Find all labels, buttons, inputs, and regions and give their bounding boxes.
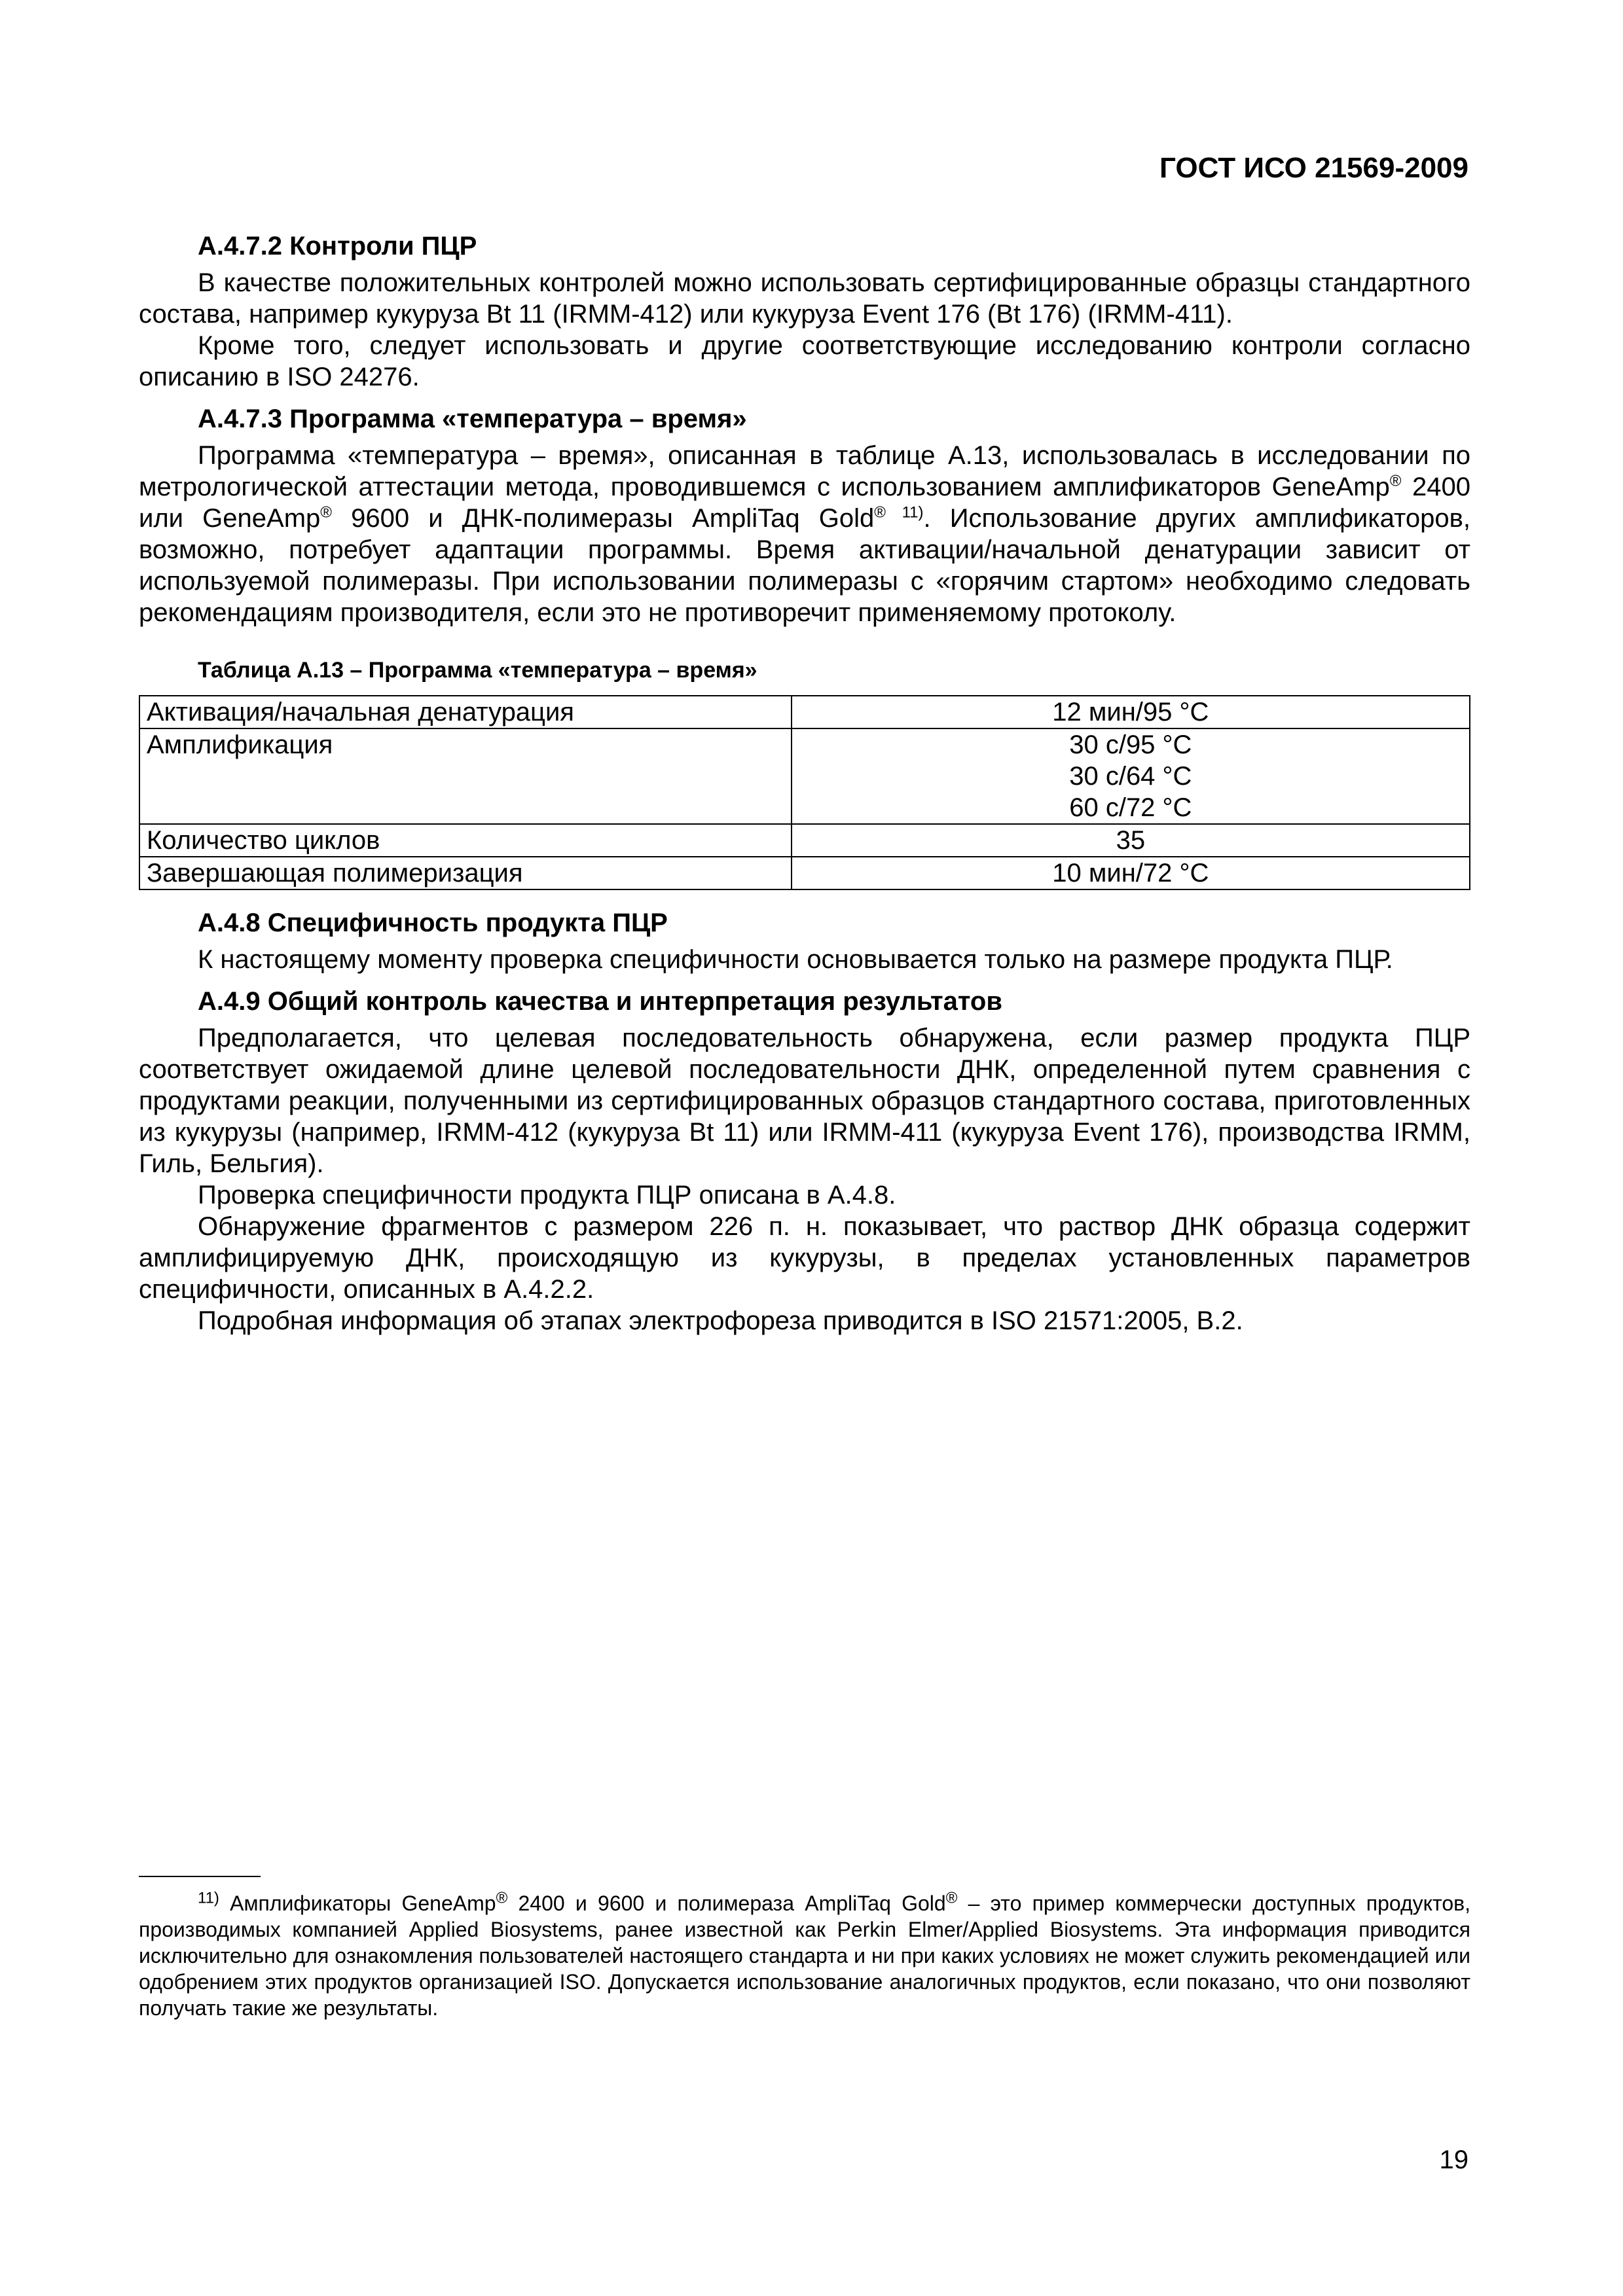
text-run: Программа «температура – время», описанная в таблице А.13, использовалась в исследовании по метрологической аттестации метода, проводившемся с использованием амплификаторов GeneAmp	[139, 441, 1470, 501]
table-cell	[792, 728, 1470, 824]
spacer	[139, 890, 1470, 907]
registered-mark: ®	[320, 503, 332, 522]
paragraph: В качестве положительных контролей можно использовать сертифицированные образцы стандартного состава, например кукуруза Bt 11 (IRMM-412) или кукуруза Event 176 (Bt 176) (IRMM-411).	[139, 268, 1470, 329]
text-run: 2400 и 9600 и полимераза AmpliTaq Gold	[507, 1892, 946, 1915]
text-run: . Использование других амплификаторов, возможно, потребует адаптации программы. Время активации/начальной денатурации зависит от используемой полимеразы. При использовании полимеразы с «горячим стартом» необходимо следовать рекомендациям производителя, если это не противоречит применяемому протоколу.	[139, 504, 1470, 627]
table-row	[139, 824, 1470, 857]
cell-line: 30 с/95 °С	[1069, 730, 1192, 759]
temperature-time-table	[139, 695, 1470, 890]
section-heading: А.4.8 Специфичность продукта ПЦР	[198, 908, 668, 937]
table-cell: Завершающая полимеризация	[139, 857, 792, 889]
document-header: ГОСТ ИСО 21569-2009	[1159, 152, 1468, 184]
table-cell: Активация/начальная денатурация	[139, 696, 792, 728]
text-run: 9600 и ДНК-полимеразы AmpliTaq Gold	[331, 504, 875, 533]
paragraph: Проверка специфичности продукта ПЦР описана в А.4.8.	[198, 1181, 896, 1210]
table-cell: 12 мин/95 °С	[792, 696, 1470, 728]
table-row	[139, 857, 1470, 889]
table-cell: 35	[792, 824, 1470, 857]
paragraph: К настоящему моменту проверка специфичности основывается только на размере продукта ПЦР.	[198, 945, 1393, 974]
text-run: – это пример коммерчески доступных продуктов, производимых компанией Applied Biosystems, ранее известной как Perkin Elmer/Applied Biosystems. Эта информация приводится исключительно для ознакомления пользователей настоящего стандарта и ни при каких условиях не может служить рекомендацией или одобрением этих продуктов организацией ISO. Допускается использование аналогичных продуктов, если показано, что они позволяют получать такие же результаты.	[139, 1892, 1470, 2020]
footnote-separator	[139, 1876, 261, 1877]
text-run: Амплификаторы GeneAmp	[219, 1892, 496, 1915]
footnote	[139, 1890, 1470, 2021]
registered-mark: ®	[874, 503, 886, 522]
paragraph: Кроме того, следует использовать и другие соответствующие исследованию контроли согласно описанию в ISO 24276.	[139, 331, 1470, 391]
section-heading: А.4.9 Общий контроль качества и интерпретация результатов	[198, 987, 1002, 1016]
cell-line: 30 с/64 °С	[1069, 762, 1192, 791]
page-number: 19	[1439, 2145, 1468, 2174]
table-cell: Амплификация	[139, 728, 792, 824]
table-row	[139, 696, 1470, 728]
table-cell: Количество циклов	[139, 824, 792, 857]
table-cell: 10 мин/72 °С	[792, 857, 1470, 889]
paragraph: Обнаружение фрагментов с размером 226 п. н. показывает, что раствор ДНК образца содержит амплифицируемую ДНК, происходящую из кукурузы, в пределах установленных параметров специфичности, описанных в А.4.2.2.	[139, 1212, 1470, 1304]
registered-mark: ®	[1389, 472, 1402, 490]
section-heading: А.4.7.3 Программа «температура – время»	[198, 404, 747, 433]
paragraph: Подробная информация об этапах электрофореза приводится в ISO 21571:2005, В.2.	[198, 1306, 1243, 1335]
registered-mark: ®	[496, 1889, 508, 1907]
footnote-reference[interactable]: 11)	[885, 503, 924, 522]
main-content	[139, 230, 1470, 1336]
paragraph: Предполагается, что целевая последовательность обнаружена, если размер продукта ПЦР соответствует ожидаемой длине целевой последовательности ДНК, определенной путем сравнения с продуктами реакции, полученными из сертифицированных образцов стандартного состава, приготовленных из кукурузы (например, IRMM-412 (кукуруза Bt 11) или IRMM-411 (кукуруза Event 176), производства IRMM, Гиль, Бельгия).	[139, 1024, 1470, 1178]
table-caption: Таблица А.13 – Программа «температура – время»	[198, 658, 757, 683]
section-heading: А.4.7.2 Контроли ПЦР	[198, 232, 477, 260]
footnote-marker: 11)	[198, 1889, 219, 1907]
paragraph	[139, 440, 1470, 628]
registered-mark: ®	[945, 1889, 958, 1907]
cell-line: 60 с/72 °С	[1069, 793, 1192, 822]
text-run: 2400 или GeneAmp	[139, 473, 1470, 533]
table-row	[139, 728, 1470, 824]
